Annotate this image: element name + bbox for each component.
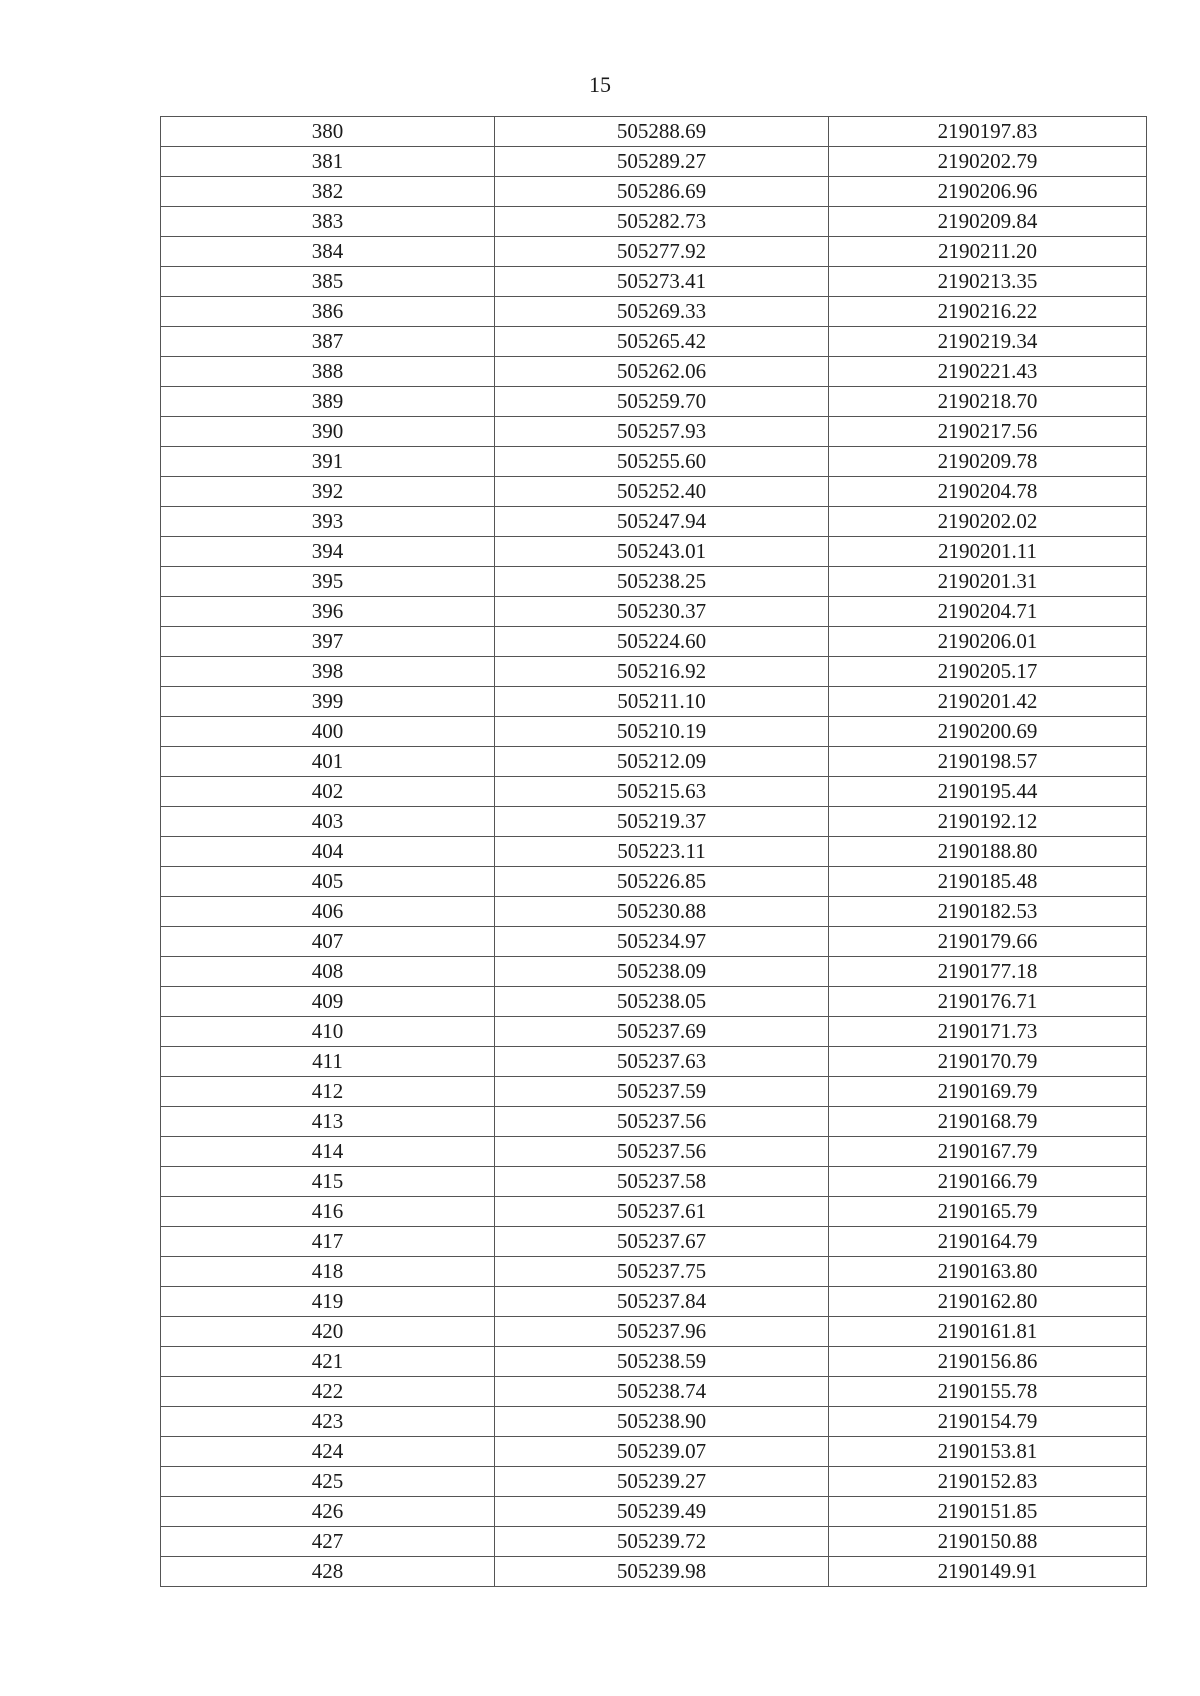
y-coordinate-cell: 2190211.20 [829,237,1147,267]
point-number-cell: 395 [161,567,495,597]
point-number-cell: 388 [161,357,495,387]
table-row [161,1287,1147,1317]
table-row [161,477,1147,507]
y-coordinate-cell: 2190182.53 [829,897,1147,927]
x-coordinate-cell: 505239.98 [495,1557,829,1587]
point-number-cell: 386 [161,297,495,327]
table-row [161,747,1147,777]
table-row [161,117,1147,147]
y-coordinate-cell: 2190177.18 [829,957,1147,987]
point-number-cell: 411 [161,1047,495,1077]
point-number-cell: 408 [161,957,495,987]
point-number-cell: 412 [161,1077,495,1107]
table-row [161,237,1147,267]
y-coordinate-cell: 2190216.22 [829,297,1147,327]
table-row [161,657,1147,687]
table-row [161,597,1147,627]
y-coordinate-cell: 2190217.56 [829,417,1147,447]
point-number-cell: 391 [161,447,495,477]
x-coordinate-cell: 505255.60 [495,447,829,477]
table-row [161,1467,1147,1497]
y-coordinate-cell: 2190201.31 [829,567,1147,597]
point-number-cell: 390 [161,417,495,447]
point-number-cell: 426 [161,1497,495,1527]
x-coordinate-cell: 505230.37 [495,597,829,627]
x-coordinate-cell: 505216.92 [495,657,829,687]
table-row [161,717,1147,747]
table-row [161,387,1147,417]
table-row [161,957,1147,987]
point-number-cell: 428 [161,1557,495,1587]
point-number-cell: 419 [161,1287,495,1317]
x-coordinate-cell: 505239.27 [495,1467,829,1497]
point-number-cell: 424 [161,1437,495,1467]
table-row [161,777,1147,807]
x-coordinate-cell: 505237.84 [495,1287,829,1317]
x-coordinate-cell: 505237.63 [495,1047,829,1077]
y-coordinate-cell: 2190218.70 [829,387,1147,417]
point-number-cell: 389 [161,387,495,417]
point-number-cell: 382 [161,177,495,207]
table-row [161,417,1147,447]
point-number-cell: 400 [161,717,495,747]
x-coordinate-cell: 505237.96 [495,1317,829,1347]
point-number-cell: 422 [161,1377,495,1407]
y-coordinate-cell: 2190164.79 [829,1227,1147,1257]
point-number-cell: 410 [161,1017,495,1047]
x-coordinate-cell: 505237.61 [495,1197,829,1227]
table-row [161,1197,1147,1227]
y-coordinate-cell: 2190149.91 [829,1557,1147,1587]
x-coordinate-cell: 505238.74 [495,1377,829,1407]
x-coordinate-cell: 505286.69 [495,177,829,207]
y-coordinate-cell: 2190168.79 [829,1107,1147,1137]
table-row [161,987,1147,1017]
y-coordinate-cell: 2190169.79 [829,1077,1147,1107]
table-row [161,837,1147,867]
y-coordinate-cell: 2190162.80 [829,1287,1147,1317]
x-coordinate-cell: 505262.06 [495,357,829,387]
y-coordinate-cell: 2190185.48 [829,867,1147,897]
y-coordinate-cell: 2190201.42 [829,687,1147,717]
point-number-cell: 420 [161,1317,495,1347]
x-coordinate-cell: 505239.72 [495,1527,829,1557]
y-coordinate-cell: 2190188.80 [829,837,1147,867]
table-row [161,1257,1147,1287]
x-coordinate-cell: 505234.97 [495,927,829,957]
x-coordinate-cell: 505215.63 [495,777,829,807]
coordinate-table [160,116,1147,1587]
table-row [161,1497,1147,1527]
point-number-cell: 421 [161,1347,495,1377]
x-coordinate-cell: 505224.60 [495,627,829,657]
y-coordinate-cell: 2190170.79 [829,1047,1147,1077]
y-coordinate-cell: 2190153.81 [829,1437,1147,1467]
point-number-cell: 380 [161,117,495,147]
x-coordinate-cell: 505219.37 [495,807,829,837]
x-coordinate-cell: 505210.19 [495,717,829,747]
y-coordinate-cell: 2190213.35 [829,267,1147,297]
x-coordinate-cell: 505238.59 [495,1347,829,1377]
y-coordinate-cell: 2190201.11 [829,537,1147,567]
table-row [161,1557,1147,1587]
point-number-cell: 385 [161,267,495,297]
table-row [161,1407,1147,1437]
point-number-cell: 414 [161,1137,495,1167]
y-coordinate-cell: 2190197.83 [829,117,1147,147]
x-coordinate-cell: 505237.58 [495,1167,829,1197]
table-row [161,447,1147,477]
table-row [161,687,1147,717]
x-coordinate-cell: 505237.67 [495,1227,829,1257]
x-coordinate-cell: 505257.93 [495,417,829,447]
table-row [161,1317,1147,1347]
table-row [161,1227,1147,1257]
y-coordinate-cell: 2190176.71 [829,987,1147,1017]
point-number-cell: 399 [161,687,495,717]
table-row [161,927,1147,957]
table-row [161,807,1147,837]
table-row [161,207,1147,237]
y-coordinate-cell: 2190204.78 [829,477,1147,507]
point-number-cell: 409 [161,987,495,1017]
table-row [161,537,1147,567]
y-coordinate-cell: 2190206.96 [829,177,1147,207]
x-coordinate-cell: 505211.10 [495,687,829,717]
table-row [161,297,1147,327]
x-coordinate-cell: 505243.01 [495,537,829,567]
table-row [161,507,1147,537]
table-row [161,1077,1147,1107]
table-row [161,1377,1147,1407]
table-row [161,1347,1147,1377]
point-number-cell: 396 [161,597,495,627]
y-coordinate-cell: 2190202.79 [829,147,1147,177]
coordinate-table-body [161,117,1147,1587]
x-coordinate-cell: 505238.05 [495,987,829,1017]
y-coordinate-cell: 2190151.85 [829,1497,1147,1527]
x-coordinate-cell: 505223.11 [495,837,829,867]
y-coordinate-cell: 2190155.78 [829,1377,1147,1407]
table-row [161,1167,1147,1197]
x-coordinate-cell: 505238.09 [495,957,829,987]
x-coordinate-cell: 505269.33 [495,297,829,327]
x-coordinate-cell: 505289.27 [495,147,829,177]
point-number-cell: 398 [161,657,495,687]
point-number-cell: 418 [161,1257,495,1287]
point-number-cell: 403 [161,807,495,837]
table-row [161,867,1147,897]
point-number-cell: 416 [161,1197,495,1227]
table-row [161,1437,1147,1467]
table-row [161,1017,1147,1047]
point-number-cell: 397 [161,627,495,657]
point-number-cell: 404 [161,837,495,867]
y-coordinate-cell: 2190161.81 [829,1317,1147,1347]
table-row [161,147,1147,177]
y-coordinate-cell: 2190195.44 [829,777,1147,807]
x-coordinate-cell: 505226.85 [495,867,829,897]
table-row [161,627,1147,657]
point-number-cell: 381 [161,147,495,177]
x-coordinate-cell: 505252.40 [495,477,829,507]
y-coordinate-cell: 2190198.57 [829,747,1147,777]
y-coordinate-cell: 2190179.66 [829,927,1147,957]
x-coordinate-cell: 505247.94 [495,507,829,537]
point-number-cell: 417 [161,1227,495,1257]
point-number-cell: 415 [161,1167,495,1197]
y-coordinate-cell: 2190154.79 [829,1407,1147,1437]
y-coordinate-cell: 2190209.78 [829,447,1147,477]
x-coordinate-cell: 505239.49 [495,1497,829,1527]
x-coordinate-cell: 505237.59 [495,1077,829,1107]
y-coordinate-cell: 2190152.83 [829,1467,1147,1497]
point-number-cell: 406 [161,897,495,927]
point-number-cell: 407 [161,927,495,957]
y-coordinate-cell: 2190205.17 [829,657,1147,687]
x-coordinate-cell: 505237.56 [495,1107,829,1137]
table-row [161,1137,1147,1167]
y-coordinate-cell: 2190209.84 [829,207,1147,237]
table-row [161,327,1147,357]
table-row [161,897,1147,927]
point-number-cell: 384 [161,237,495,267]
y-coordinate-cell: 2190166.79 [829,1167,1147,1197]
y-coordinate-cell: 2190171.73 [829,1017,1147,1047]
table-row [161,267,1147,297]
table-row [161,567,1147,597]
x-coordinate-cell: 505212.09 [495,747,829,777]
table-row [161,177,1147,207]
y-coordinate-cell: 2190165.79 [829,1197,1147,1227]
y-coordinate-cell: 2190163.80 [829,1257,1147,1287]
y-coordinate-cell: 2190192.12 [829,807,1147,837]
x-coordinate-cell: 505277.92 [495,237,829,267]
y-coordinate-cell: 2190167.79 [829,1137,1147,1167]
y-coordinate-cell: 2190204.71 [829,597,1147,627]
x-coordinate-cell: 505288.69 [495,117,829,147]
point-number-cell: 413 [161,1107,495,1137]
table-row [161,357,1147,387]
point-number-cell: 427 [161,1527,495,1557]
y-coordinate-cell: 2190206.01 [829,627,1147,657]
point-number-cell: 387 [161,327,495,357]
table-row [161,1047,1147,1077]
point-number-cell: 423 [161,1407,495,1437]
point-number-cell: 393 [161,507,495,537]
page-number: 15 [589,72,611,97]
x-coordinate-cell: 505239.07 [495,1437,829,1467]
x-coordinate-cell: 505238.90 [495,1407,829,1437]
point-number-cell: 383 [161,207,495,237]
y-coordinate-cell: 2190200.69 [829,717,1147,747]
point-number-cell: 401 [161,747,495,777]
y-coordinate-cell: 2190202.02 [829,507,1147,537]
x-coordinate-cell: 505259.70 [495,387,829,417]
x-coordinate-cell: 505282.73 [495,207,829,237]
table-row [161,1527,1147,1557]
point-number-cell: 425 [161,1467,495,1497]
point-number-cell: 394 [161,537,495,567]
x-coordinate-cell: 505238.25 [495,567,829,597]
x-coordinate-cell: 505265.42 [495,327,829,357]
y-coordinate-cell: 2190221.43 [829,357,1147,387]
x-coordinate-cell: 505273.41 [495,267,829,297]
x-coordinate-cell: 505237.56 [495,1137,829,1167]
table-row [161,1107,1147,1137]
point-number-cell: 402 [161,777,495,807]
x-coordinate-cell: 505237.75 [495,1257,829,1287]
point-number-cell: 405 [161,867,495,897]
y-coordinate-cell: 2190150.88 [829,1527,1147,1557]
y-coordinate-cell: 2190219.34 [829,327,1147,357]
x-coordinate-cell: 505237.69 [495,1017,829,1047]
point-number-cell: 392 [161,477,495,507]
x-coordinate-cell: 505230.88 [495,897,829,927]
y-coordinate-cell: 2190156.86 [829,1347,1147,1377]
